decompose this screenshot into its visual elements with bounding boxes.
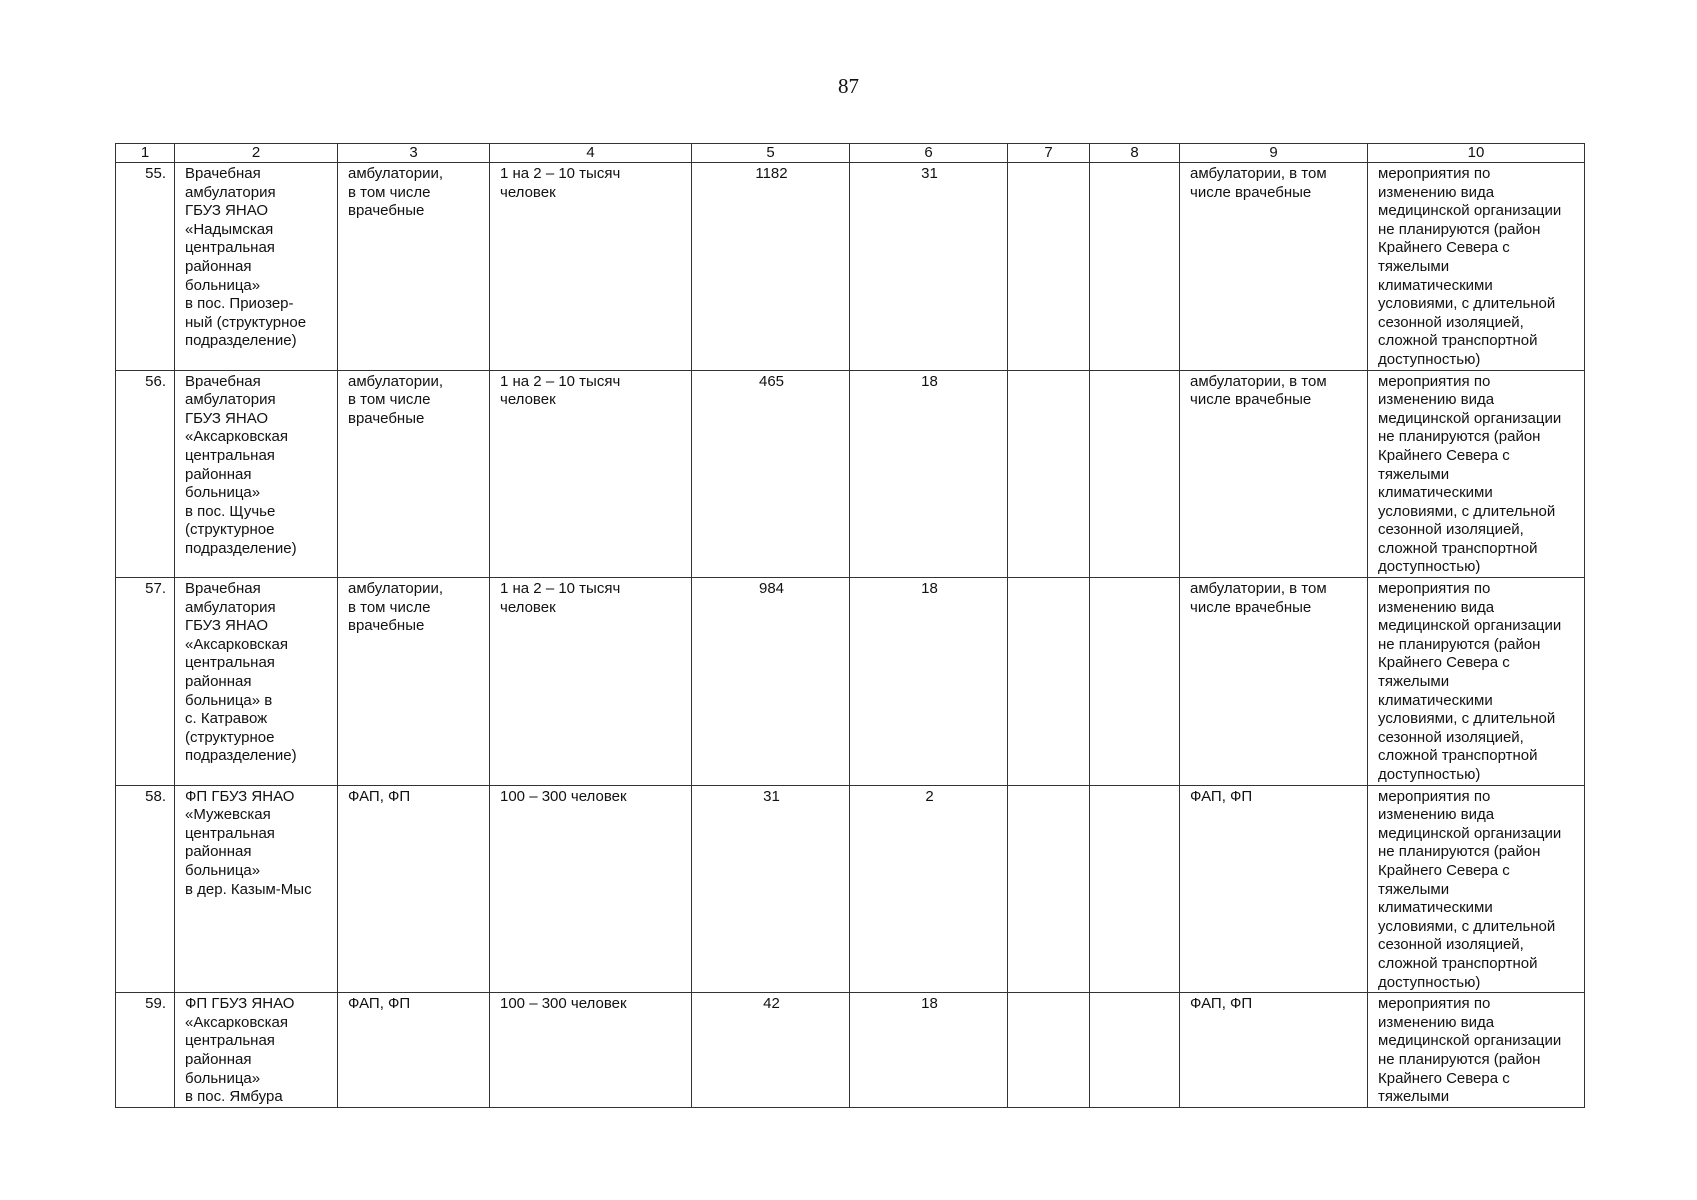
medical-facilities-table xyxy=(115,143,1585,1108)
facility-name-cell: Врачебная амбулатория ГБУЗ ЯНАО «Аксарковская центральная районная больница» в с. Катравож (структурное подразделение) xyxy=(175,578,338,786)
header-cell: 9 xyxy=(1180,144,1368,163)
population-cell: 42 xyxy=(692,993,850,1108)
empty-cell xyxy=(1090,993,1180,1108)
planned-type-cell: ФАП, ФП xyxy=(1180,785,1368,993)
table-header-row xyxy=(116,144,1585,163)
page-number: 87 xyxy=(838,74,859,98)
header-cell: 8 xyxy=(1090,144,1180,163)
header-cell: 5 xyxy=(692,144,850,163)
facility-type-cell: ФАП, ФП xyxy=(338,993,490,1108)
facility-type-cell: амбулатории, в том числе врачебные xyxy=(338,578,490,786)
norm-cell: 100 – 300 человек xyxy=(490,785,692,993)
measures-cell: мероприятия по изменению вида медицинской организации не планируются (район Крайнего Севера с тяжелыми климатическими условиями, с длительной сезонной изоляцией, сложной транспортной доступностью) xyxy=(1368,163,1585,371)
empty-cell xyxy=(1090,578,1180,786)
measures-cell: мероприятия по изменению вида медицинской организации не планируются (район Крайнего Севера с тяжелыми климатическими условиями, с длительной сезонной изоляцией, сложной транспортной доступностью) xyxy=(1368,370,1585,578)
empty-cell xyxy=(1090,370,1180,578)
distance-cell: 18 xyxy=(850,993,1008,1108)
header-cell: 7 xyxy=(1008,144,1090,163)
population-cell: 1182 xyxy=(692,163,850,371)
norm-cell: 1 на 2 – 10 тысяч человек xyxy=(490,163,692,371)
facility-name-cell: Врачебная амбулатория ГБУЗ ЯНАО «Аксарковская центральная районная больница» в пос. Щучье (структурное подразделение) xyxy=(175,370,338,578)
row-number-cell: 56. xyxy=(116,370,175,578)
facility-type-cell: амбулатории, в том числе врачебные xyxy=(338,370,490,578)
header-cell: 1 xyxy=(116,144,175,163)
empty-cell xyxy=(1008,163,1090,371)
norm-cell: 100 – 300 человек xyxy=(490,993,692,1108)
distance-cell: 31 xyxy=(850,163,1008,371)
planned-type-cell: амбулатории, в том числе врачебные xyxy=(1180,370,1368,578)
measures-cell: мероприятия по изменению вида медицинской организации не планируются (район Крайнего Севера с тяжелыми xyxy=(1368,993,1585,1108)
facility-type-cell: амбулатории, в том числе врачебные xyxy=(338,163,490,371)
facility-name-cell: ФП ГБУЗ ЯНАО «Мужевская центральная районная больница» в дер. Казым-Мыс xyxy=(175,785,338,993)
norm-cell: 1 на 2 – 10 тысяч человек xyxy=(490,578,692,786)
measures-cell: мероприятия по изменению вида медицинской организации не планируются (район Крайнего Севера с тяжелыми климатическими условиями, с длительной сезонной изоляцией, сложной транспортной доступностью) xyxy=(1368,578,1585,786)
norm-cell: 1 на 2 – 10 тысяч человек xyxy=(490,370,692,578)
distance-cell: 18 xyxy=(850,370,1008,578)
empty-cell xyxy=(1090,163,1180,371)
empty-cell xyxy=(1008,993,1090,1108)
empty-cell xyxy=(1008,578,1090,786)
planned-type-cell: ФАП, ФП xyxy=(1180,993,1368,1108)
empty-cell xyxy=(1008,785,1090,993)
population-cell: 465 xyxy=(692,370,850,578)
measures-cell: мероприятия по изменению вида медицинской организации не планируются (район Крайнего Севера с тяжелыми климатическими условиями, с длительной сезонной изоляцией, сложной транспортной доступностью) xyxy=(1368,785,1585,993)
row-number-cell: 58. xyxy=(116,785,175,993)
distance-cell: 2 xyxy=(850,785,1008,993)
table-row xyxy=(116,370,1585,578)
population-cell: 31 xyxy=(692,785,850,993)
planned-type-cell: амбулатории, в том числе врачебные xyxy=(1180,163,1368,371)
header-cell: 2 xyxy=(175,144,338,163)
facility-name-cell: Врачебная амбулатория ГБУЗ ЯНАО «Надымская центральная районная больница» в пос. Приозер- ный (структурное подразделение) xyxy=(175,163,338,371)
header-cell: 3 xyxy=(338,144,490,163)
distance-cell: 18 xyxy=(850,578,1008,786)
row-number-cell: 57. xyxy=(116,578,175,786)
header-cell: 10 xyxy=(1368,144,1585,163)
facility-name-cell: ФП ГБУЗ ЯНАО «Аксарковская центральная районная больница» в пос. Ямбура xyxy=(175,993,338,1108)
header-cell: 6 xyxy=(850,144,1008,163)
row-number-cell: 55. xyxy=(116,163,175,371)
facility-type-cell: ФАП, ФП xyxy=(338,785,490,993)
table-row xyxy=(116,163,1585,371)
row-number-cell: 59. xyxy=(116,993,175,1108)
table-row xyxy=(116,578,1585,786)
header-cell: 4 xyxy=(490,144,692,163)
empty-cell xyxy=(1090,785,1180,993)
population-cell: 984 xyxy=(692,578,850,786)
empty-cell xyxy=(1008,370,1090,578)
planned-type-cell: амбулатории, в том числе врачебные xyxy=(1180,578,1368,786)
table-row xyxy=(116,785,1585,993)
table-row xyxy=(116,993,1585,1108)
